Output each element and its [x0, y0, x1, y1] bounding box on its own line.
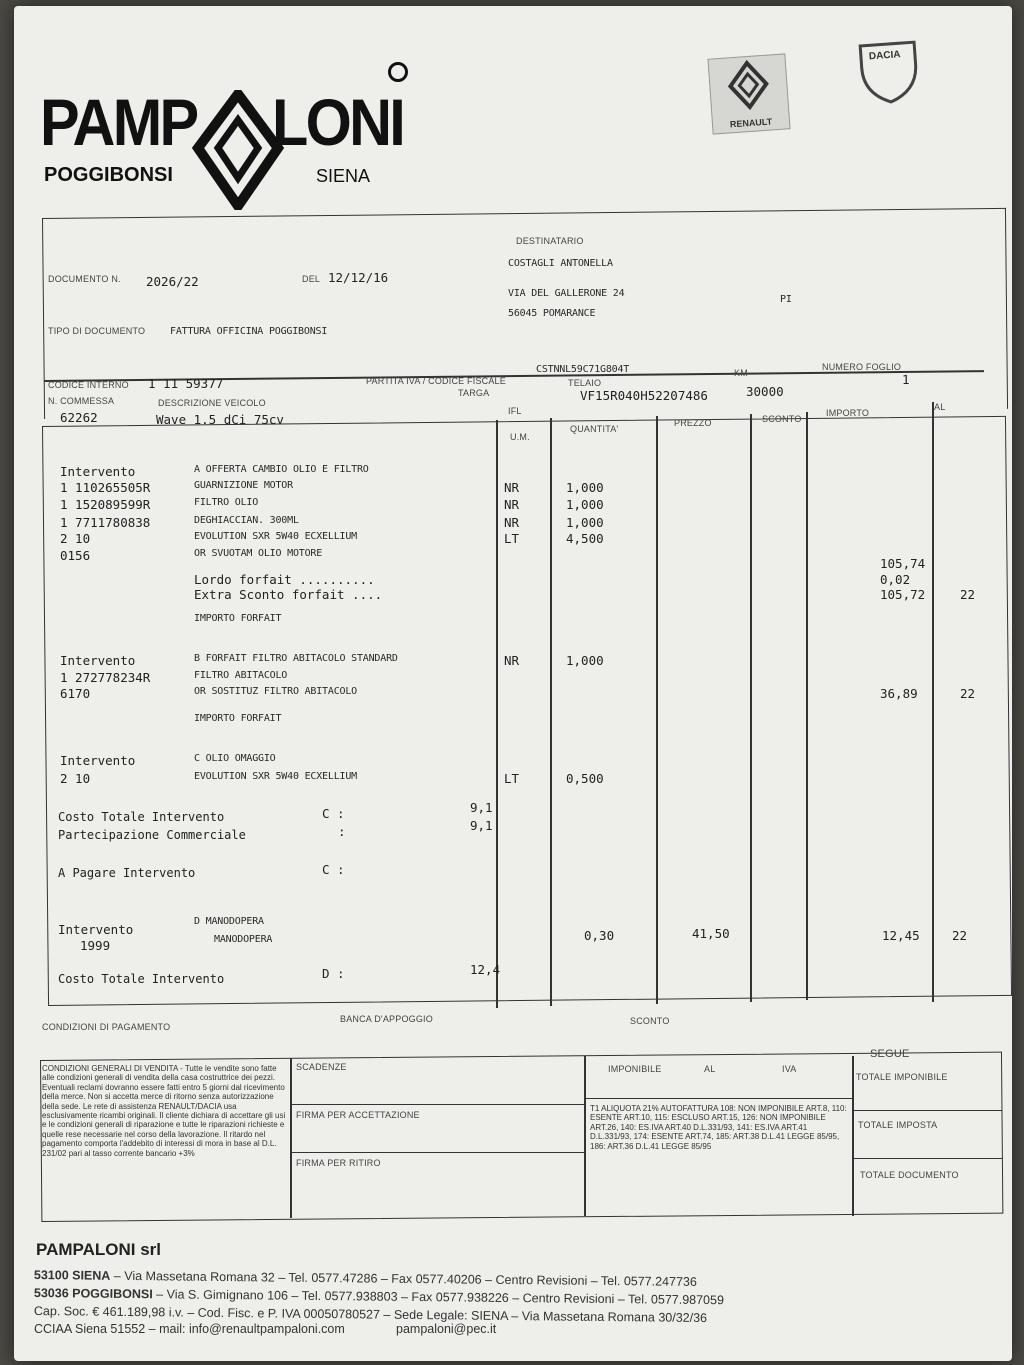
line-left: Intervento — [60, 652, 136, 668]
renault-logo-text: RENAULT — [729, 116, 773, 130]
line-desc: A OFFERTA CAMBIO OLIO E FILTRO — [194, 464, 369, 475]
descrizione-veicolo-label: DESCRIZIONE VEICOLO — [158, 398, 266, 408]
col-header-sconto: SCONTO — [762, 414, 802, 424]
line-importo: 0,02 — [880, 571, 911, 587]
line-um: LT — [504, 530, 520, 546]
footer-line-2 — [34, 1286, 724, 1307]
codice-interno-value: 1 11 59377 — [148, 376, 224, 391]
col-divider-al — [932, 402, 934, 1002]
line-desc: IMPORTO FORFAIT — [194, 612, 282, 624]
km-label: KM — [734, 368, 748, 378]
line-left: 6170 — [60, 685, 91, 701]
scadenze-label: SCADENZE — [296, 1062, 347, 1072]
del-label: DEL — [302, 274, 321, 284]
footer-line-1-bold: 53100 SIENA — [33, 1268, 111, 1283]
renault-diamond-icon — [192, 90, 284, 210]
logo-name-left: PAMP — [40, 85, 197, 159]
km-value: 30000 — [746, 384, 784, 399]
line-importo: 105,74 — [880, 555, 926, 571]
line-left: 2 10 — [60, 770, 91, 786]
intervento-d-al: 22 — [952, 928, 968, 943]
costo-totale-d-value: 12,4 — [470, 962, 501, 977]
line-left: 0156 — [60, 548, 91, 564]
al-label: AL — [704, 1064, 716, 1074]
col-header-al: AL — [934, 402, 946, 412]
customer-province: PI — [780, 294, 792, 305]
destinatario-label: DESTINATARIO — [516, 236, 584, 246]
intervento-d-label: Intervento — [58, 922, 134, 937]
col-divider-qty — [550, 418, 552, 1006]
line-left: 1 110265505R — [60, 479, 151, 495]
firma-ritiro-label: FIRMA PER RITIRO — [296, 1158, 381, 1168]
intervento-d-desc1: D MANODOPERA — [194, 916, 264, 927]
line-al: 22 — [960, 685, 976, 701]
line-desc: FILTRO ABITACOLO — [194, 670, 288, 682]
col-divider-importo — [806, 412, 808, 1000]
documento-value: 2026/22 — [146, 274, 199, 289]
a-pagare-label: A Pagare Intervento — [58, 866, 196, 880]
footer-line-1 — [34, 1268, 697, 1289]
line-left: 1 272778234R — [60, 670, 151, 686]
line-desc: EVOLUTION SXR 5W40 ECXELLIUM — [194, 770, 357, 782]
iva-notes: T1 ALIQUOTA 21% AUTOFATTURA 108: NON IMPONIBILE ART.8, 110: ESENTE ART.10, 115: ESCLUSO ART.15, 126: NON IMPONIBILE ART.26, 140: ES.IVA ART.40 D.L.331/93, 141: ES.IVA ART.41 D.L.331/93, 174: ESENTE ART.74, 185: ART.38 D.L.41 LEGGE 85/95, 186: ART.36 D.L.41 LEGGE 85/95 — [590, 1104, 847, 1151]
del-value: 12/12/16 — [328, 270, 389, 285]
line-desc: DEGHIACCIAN. 300ML — [194, 514, 299, 526]
totale-documento-label: TOTALE DOCUMENTO — [860, 1170, 959, 1180]
banca-appoggio-label: BANCA D'APPOGGIO — [340, 1014, 433, 1024]
line-importo: 105,72 — [880, 587, 926, 603]
intervento-d-prezzo: 41,50 — [692, 926, 730, 941]
dacia-shield-icon — [852, 34, 927, 109]
line-desc: OR SOSTITUZ FILTRO ABITACOLO — [194, 685, 357, 697]
partecipazione-code: : — [338, 824, 346, 839]
firma-accettazione-label: FIRMA PER ACCETTAZIONE — [296, 1110, 420, 1120]
intervento-d-importo: 12,45 — [882, 928, 920, 943]
conditions-text: CONDIZIONI GENERALI DI VENDITA - Tutte le vendite sono fatte alle condizioni generali di vendita della casa costruttrice dei pezzi. Eventuali reclami dovranno essere fatti entro 5 giorni dal ricevimento della merce. Non si accetta merce di ritorno senza autorizzazione della sede. Le rete di assistenza RENAULT/DACIA usa esclusivamente ricambi originali. Il cliente dichiara di accettare gli usi e le condizioni generali di riparazione e tutte le riparazioni richieste e quelle rese necessarie nel corso della lavorazione. Il ritardo nel pagamento comporta l'addebito di interessi di mora in base al D.L. 231/02 pari al tasso corrente bancario +3% — [42, 1064, 286, 1158]
bottom-col-2 — [584, 1056, 586, 1216]
line-um: NR — [504, 652, 520, 668]
line-left: Intervento — [60, 464, 136, 479]
line-um: LT — [504, 770, 520, 786]
line-qty: 1,000 — [566, 652, 604, 668]
logo-town-left: POGGIBONSI — [44, 164, 173, 186]
costo-totale-d-label: Costo Totale Intervento — [58, 972, 225, 986]
line-qty: 0,500 — [566, 770, 604, 786]
line-left: 1 152089599R — [60, 497, 151, 513]
invoice-sheet — [14, 6, 1012, 1361]
line-al: 22 — [960, 587, 976, 603]
line-um: NR — [504, 514, 520, 530]
costo-totale-c-code: C : — [322, 806, 345, 821]
logo-town-right: SIENA — [316, 166, 371, 186]
totale-imponibile-label: TOTALE IMPONIBILE — [856, 1072, 948, 1082]
segue-label: SEGUE — [870, 1048, 910, 1060]
intervento-d-desc2: MANODOPERA — [214, 934, 273, 945]
line-desc: Lordo forfait .......... — [194, 571, 375, 587]
iva-label: IVA — [782, 1064, 797, 1074]
bottom-row-4 — [852, 1158, 1002, 1159]
condizioni-pagamento-label: CONDIZIONI DI PAGAMENTO — [42, 1022, 171, 1032]
col-header-quantita: QUANTITA' — [570, 424, 619, 434]
customer-street: VIA DEL GALLERONE 24 — [508, 288, 625, 299]
descrizione-veicolo-value: Wave 1.5 dCi 75cv — [156, 412, 284, 427]
bottom-row-2 — [290, 1152, 584, 1153]
commessa-label: N. COMMESSA — [48, 396, 115, 406]
bottom-col-3 — [852, 1056, 854, 1216]
col-divider-sconto — [750, 414, 752, 1002]
dacia-logo — [852, 34, 927, 109]
costo-totale-c-value: 9,1 — [470, 800, 493, 815]
line-desc: Extra Sconto forfait .... — [194, 587, 383, 603]
line-desc: EVOLUTION SXR 5W40 ECXELLIUM — [194, 530, 357, 542]
line-desc: FILTRO OLIO — [194, 497, 259, 509]
telaio-value: VF15R040H52207486 — [580, 388, 708, 403]
intervento-d-code: 1999 — [80, 938, 111, 953]
line-um: NR — [504, 497, 520, 513]
dacia-logo-text: DACIA — [868, 49, 901, 63]
footer-line-2-text: – Via S. Gimignano 106 – Tel. 0577.938803 – Fax 0577.938226 – Centro Revisioni – Tel. 0577.987059 — [152, 1287, 725, 1308]
renault-diamond-small-icon — [709, 54, 789, 115]
line-desc: C OLIO OMAGGIO — [194, 753, 276, 765]
line-left: 2 10 — [60, 530, 91, 546]
partita-iva-label: PARTITA IVA / CODICE FISCALE — [366, 376, 506, 386]
registered-mark-icon — [388, 62, 408, 82]
footer-line-3: Cap. Soc. € 461.189,98 i.v. – Cod. Fisc. e P. IVA 00050780527 – Sede Legale: SIENA – Via Massetana Romana 30/32/36 — [33, 1304, 708, 1326]
imponibile-label: IMPONIBILE — [608, 1064, 662, 1074]
col-header-um: U.M. — [510, 432, 530, 442]
body-table — [42, 416, 1012, 1006]
bottom-col-1 — [290, 1058, 292, 1218]
commessa-value: 62262 — [60, 410, 98, 425]
partecipazione-value: 9,1 — [470, 818, 493, 833]
line-desc: GUARNIZIONE MOTOR — [194, 479, 293, 491]
telaio-label: TELAIO — [568, 378, 602, 388]
line-desc: OR SVUOTAM OLIO MOTORE — [194, 548, 323, 560]
costo-totale-d-code: D : — [322, 966, 345, 981]
tipo-documento-label: TIPO DI DOCUMENTO — [48, 326, 146, 336]
line-left: 1 7711780838 — [60, 514, 151, 530]
codice-interno-label: CODICE INTERNO — [48, 380, 129, 390]
codice-fiscale-value: CSTNNL59C71G804T — [536, 364, 630, 375]
ifl-label: IFL — [508, 406, 522, 416]
footer-company: PAMPALONI srl — [36, 1240, 161, 1259]
col-divider-um — [496, 420, 498, 1008]
partecipazione-label: Partecipazione Commerciale — [58, 828, 246, 842]
costo-totale-c-label: Costo Totale Intervento — [58, 810, 225, 824]
targa-label: TARGA — [458, 388, 490, 398]
line-desc: B FORFAIT FILTRO ABITACOLO STANDARD — [194, 652, 398, 664]
tipo-documento-value: FATTURA OFFICINA POGGIBONSI — [170, 326, 328, 337]
footer-line-4: CCIAA Siena 51552 – mail: info@renaultpampaloni.com — [34, 1322, 345, 1336]
footer-pec: pampaloni@pec.it — [396, 1322, 497, 1336]
line-left: Intervento — [60, 753, 136, 769]
numero-foglio-label: NUMERO FOGLIO — [822, 362, 902, 372]
numero-foglio-value: 1 — [902, 372, 910, 387]
bottom-row-3 — [852, 1110, 1002, 1111]
documento-label: DOCUMENTO N. — [48, 274, 121, 284]
col-header-importo: IMPORTO — [826, 408, 870, 418]
renault-logo — [707, 53, 790, 134]
footer-line-2-bold: 53036 POGGIBONSI — [33, 1286, 153, 1302]
line-qty: 1,000 — [566, 497, 604, 513]
sconto-label: SCONTO — [630, 1016, 670, 1026]
line-qty: 1,000 — [566, 479, 604, 495]
footer-line-1-text: – Via Massetana Romana 32 – Tel. 0577.47286 – Fax 0577.40206 – Centro Revisioni – Tel. 0577.247736 — [110, 1268, 697, 1289]
customer-city: 56045 POMARANCE — [508, 308, 596, 319]
line-qty: 1,000 — [566, 514, 604, 530]
line-um: NR — [504, 479, 520, 495]
totale-imposta-label: TOTALE IMPOSTA — [858, 1120, 938, 1130]
bottom-row-1 — [290, 1104, 584, 1105]
logo-name-right: LONI — [272, 85, 404, 159]
col-header-prezzo: PREZZO — [674, 418, 712, 428]
col-divider-prezzo — [656, 416, 658, 1004]
customer-name: COSTAGLI ANTONELLA — [508, 258, 613, 269]
a-pagare-code: C : — [322, 862, 345, 877]
bottom-row-5 — [584, 1098, 852, 1099]
line-importo: 36,89 — [880, 685, 918, 701]
line-qty: 4,500 — [566, 530, 604, 546]
line-desc: IMPORTO FORFAIT — [194, 713, 282, 725]
intervento-d-qty: 0,30 — [584, 928, 615, 943]
